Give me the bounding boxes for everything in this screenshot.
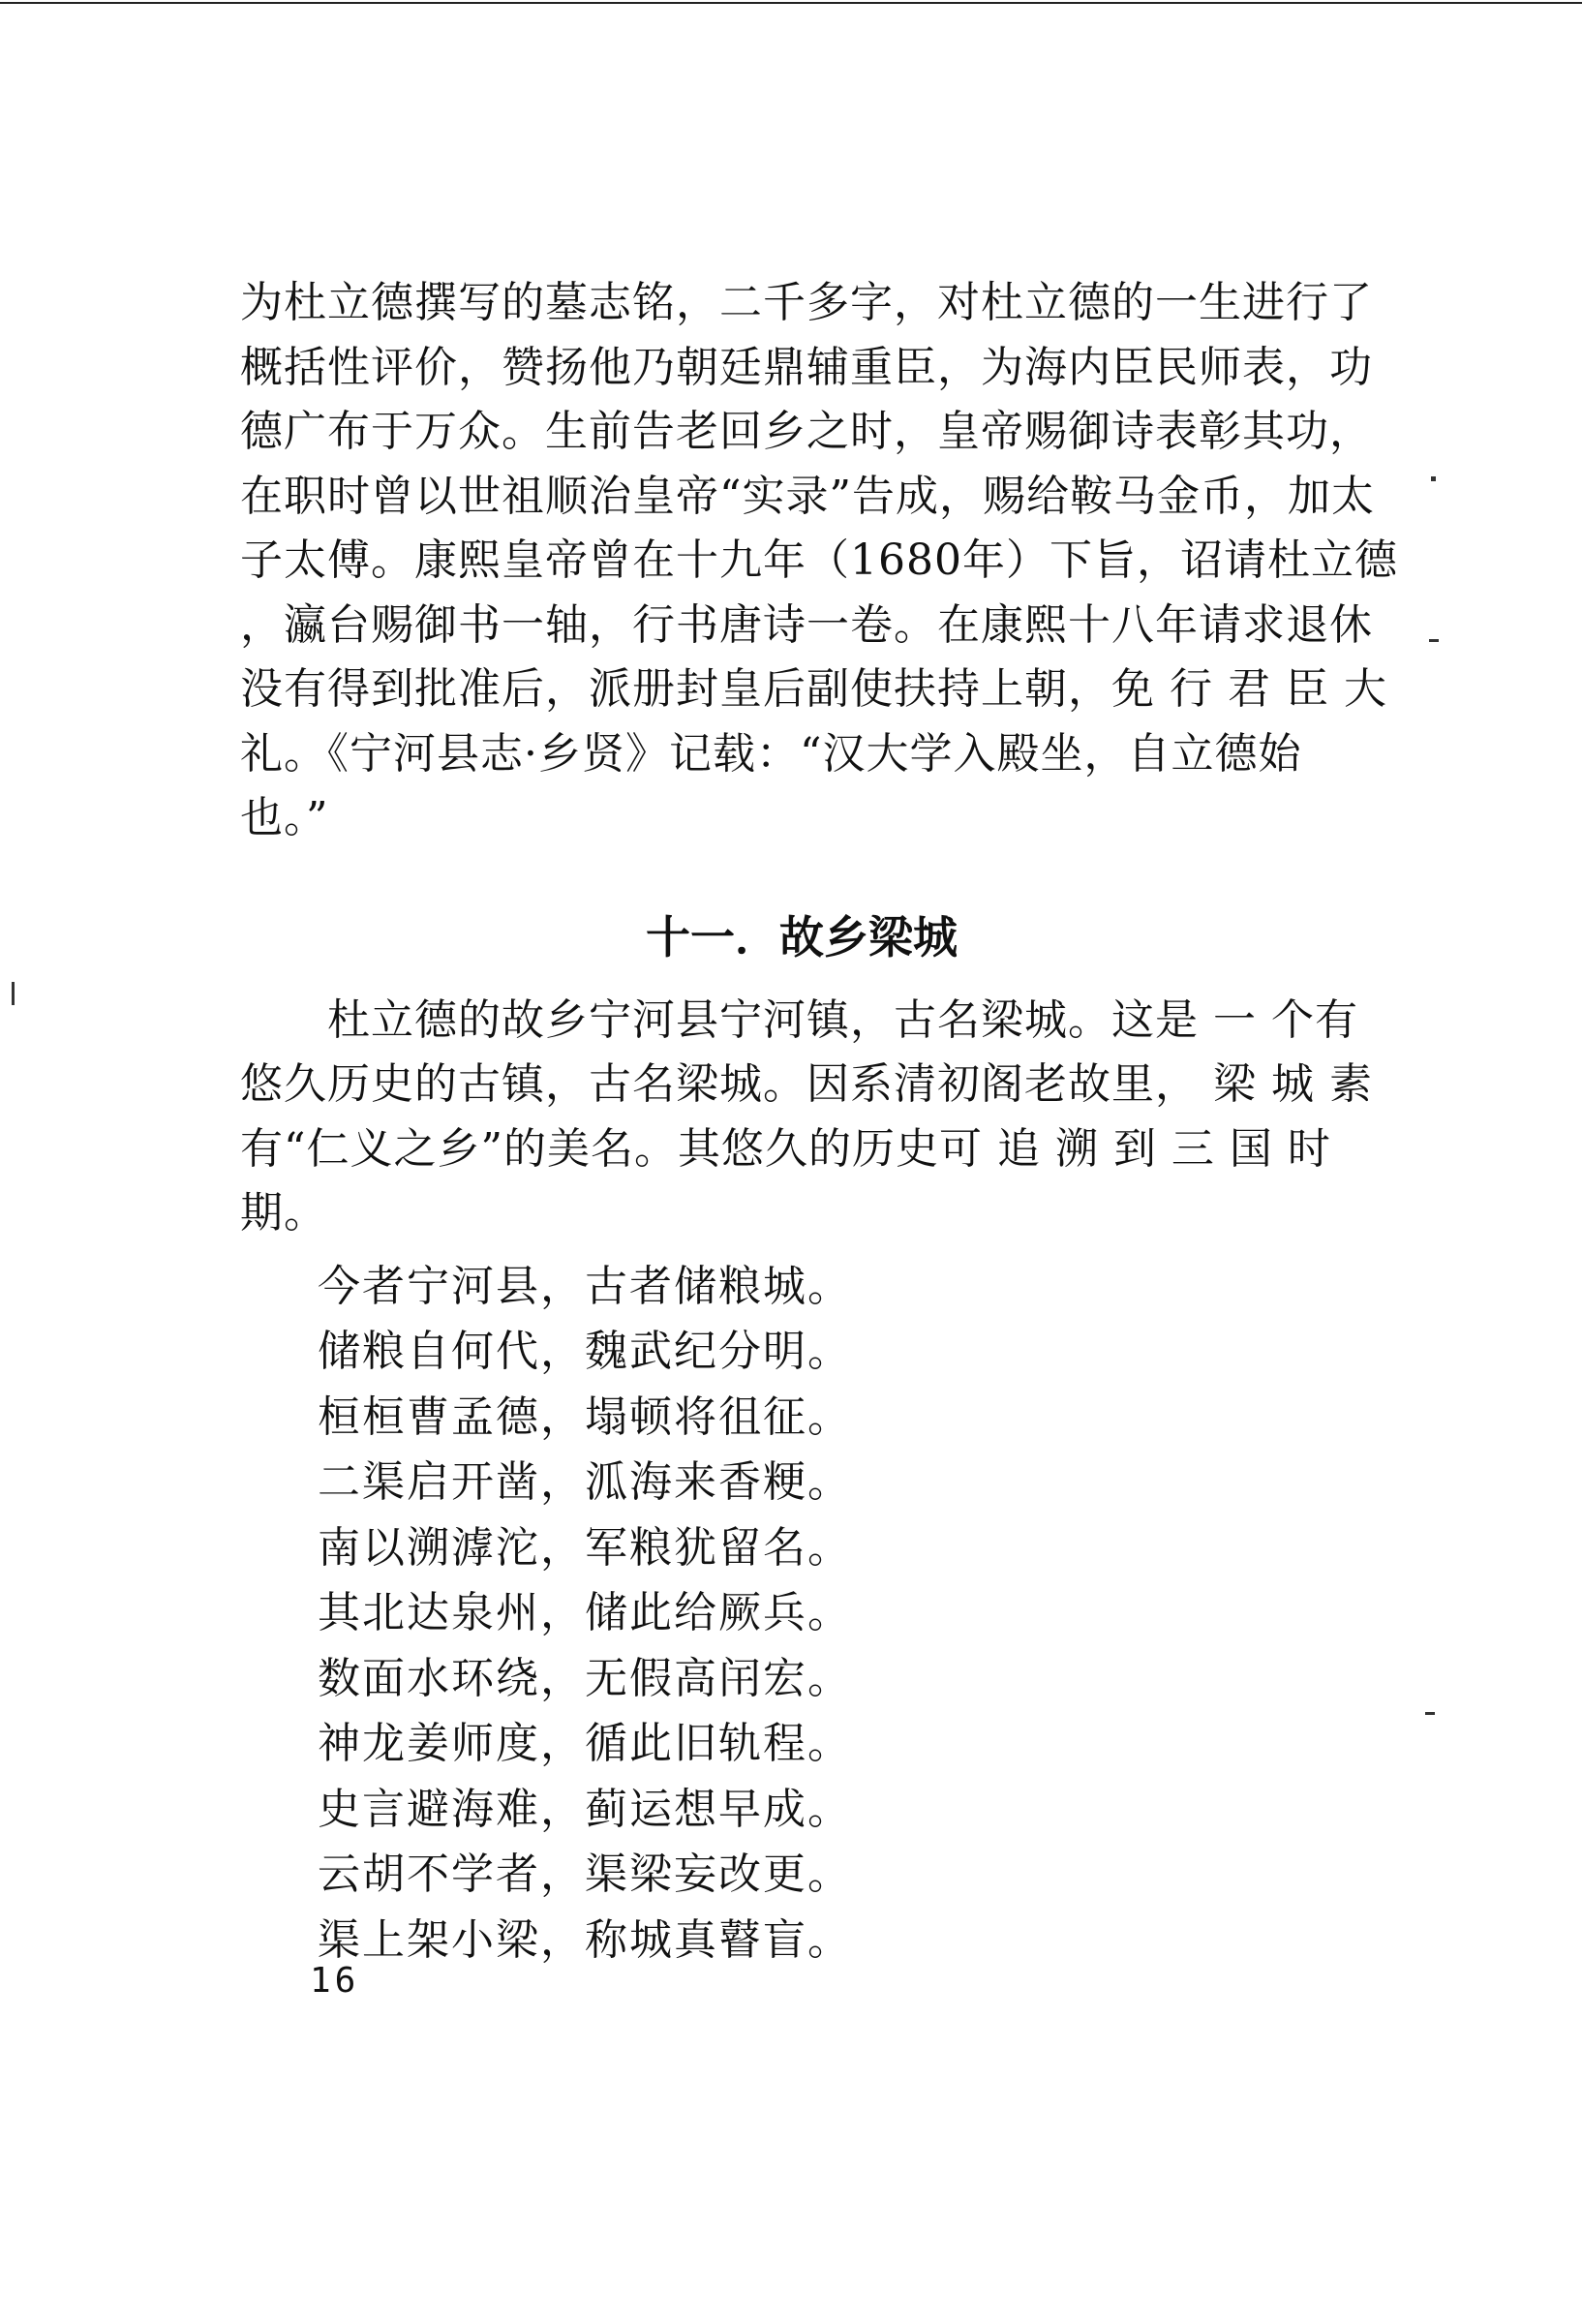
scan-speck bbox=[1429, 639, 1439, 642]
section-heading: 十一．故乡梁城 bbox=[646, 910, 958, 963]
poem-verse: 渠上架小梁，称城真瞽盲。 bbox=[318, 1914, 852, 1965]
poem-verse: 其北达泉州，储此给厥兵。 bbox=[318, 1588, 852, 1637]
poem-verse: 今者宁河县，古者储粮城。 bbox=[318, 1261, 852, 1311]
paragraph-hometown bbox=[240, 989, 1373, 1246]
poem-verse: 南以溯滹沱，军粮犹留名。 bbox=[318, 1522, 852, 1573]
text-line: 子太傅。康熙皇帝曾在十九年（1680年）下旨，诏请杜立德 bbox=[240, 535, 1398, 585]
text-line: 期。 bbox=[240, 1188, 327, 1238]
top-border-line bbox=[0, 2, 1582, 4]
poem-verse: 二渠启开凿，泒海来香粳。 bbox=[318, 1457, 852, 1507]
poem-verse: 云胡不学者，渠梁妄改更。 bbox=[318, 1850, 852, 1899]
text-line: 德广布于万众。生前告老回乡之时，皇帝赐御诗表彰其功， bbox=[240, 407, 1373, 456]
paragraph-epitaph bbox=[240, 271, 1398, 851]
page-number: 16 bbox=[310, 1961, 360, 2001]
text-line: 杜立德的故乡宁河县宁河镇，古名梁城。这是 一 个有 bbox=[240, 994, 1358, 1045]
text-line: 概括性评价，赞扬他乃朝廷鼎辅重臣，为海内臣民师表，功 bbox=[240, 342, 1373, 392]
text-line: 在职时曾以世祖顺治皇帝“实录”告成，赐给鞍马金币，加太 bbox=[240, 471, 1375, 521]
text-line: 悠久历史的古镇，古名梁城。因系清初阁老故里， 梁 城 素 bbox=[240, 1059, 1373, 1109]
poem-verse: 储粮自何代，魏武纪分明。 bbox=[318, 1327, 852, 1376]
poem-verse: 神龙姜师度，循此旧轨程。 bbox=[318, 1719, 852, 1768]
text-line: 也。” bbox=[240, 793, 329, 842]
text-line: 为杜立德撰写的墓志铭，二千多字，对杜立德的一生进行了 bbox=[240, 278, 1373, 327]
poem bbox=[318, 1254, 1324, 1973]
poem-verse: 史言避海难，蓟运想早成。 bbox=[318, 1784, 852, 1834]
scan-speck bbox=[1425, 1712, 1435, 1715]
text-line: 有“仁义之乡”的美名。其悠久的历史可 追 溯 到 三 国 时 bbox=[240, 1123, 1331, 1174]
text-line: 礼。《宁河县志·乡贤》记载：“汉大学入殿坐，自立德始 bbox=[240, 728, 1302, 779]
scan-speck bbox=[1431, 476, 1436, 481]
text-line: ，瀛台赐御书一轴，行书唐诗一卷。在康熙十八年请求退休 bbox=[240, 599, 1373, 650]
text-line: 没有得到批准后，派册封皇后副使扶持上朝，免 行 君 臣 大 bbox=[240, 664, 1387, 714]
scan-speck bbox=[12, 982, 15, 1005]
poem-verse: 桓桓曹孟德，塌顿将徂征。 bbox=[318, 1391, 852, 1442]
page-body bbox=[240, 271, 1398, 1972]
poem-verse: 数面水环绕，无假高闬宏。 bbox=[318, 1653, 852, 1703]
